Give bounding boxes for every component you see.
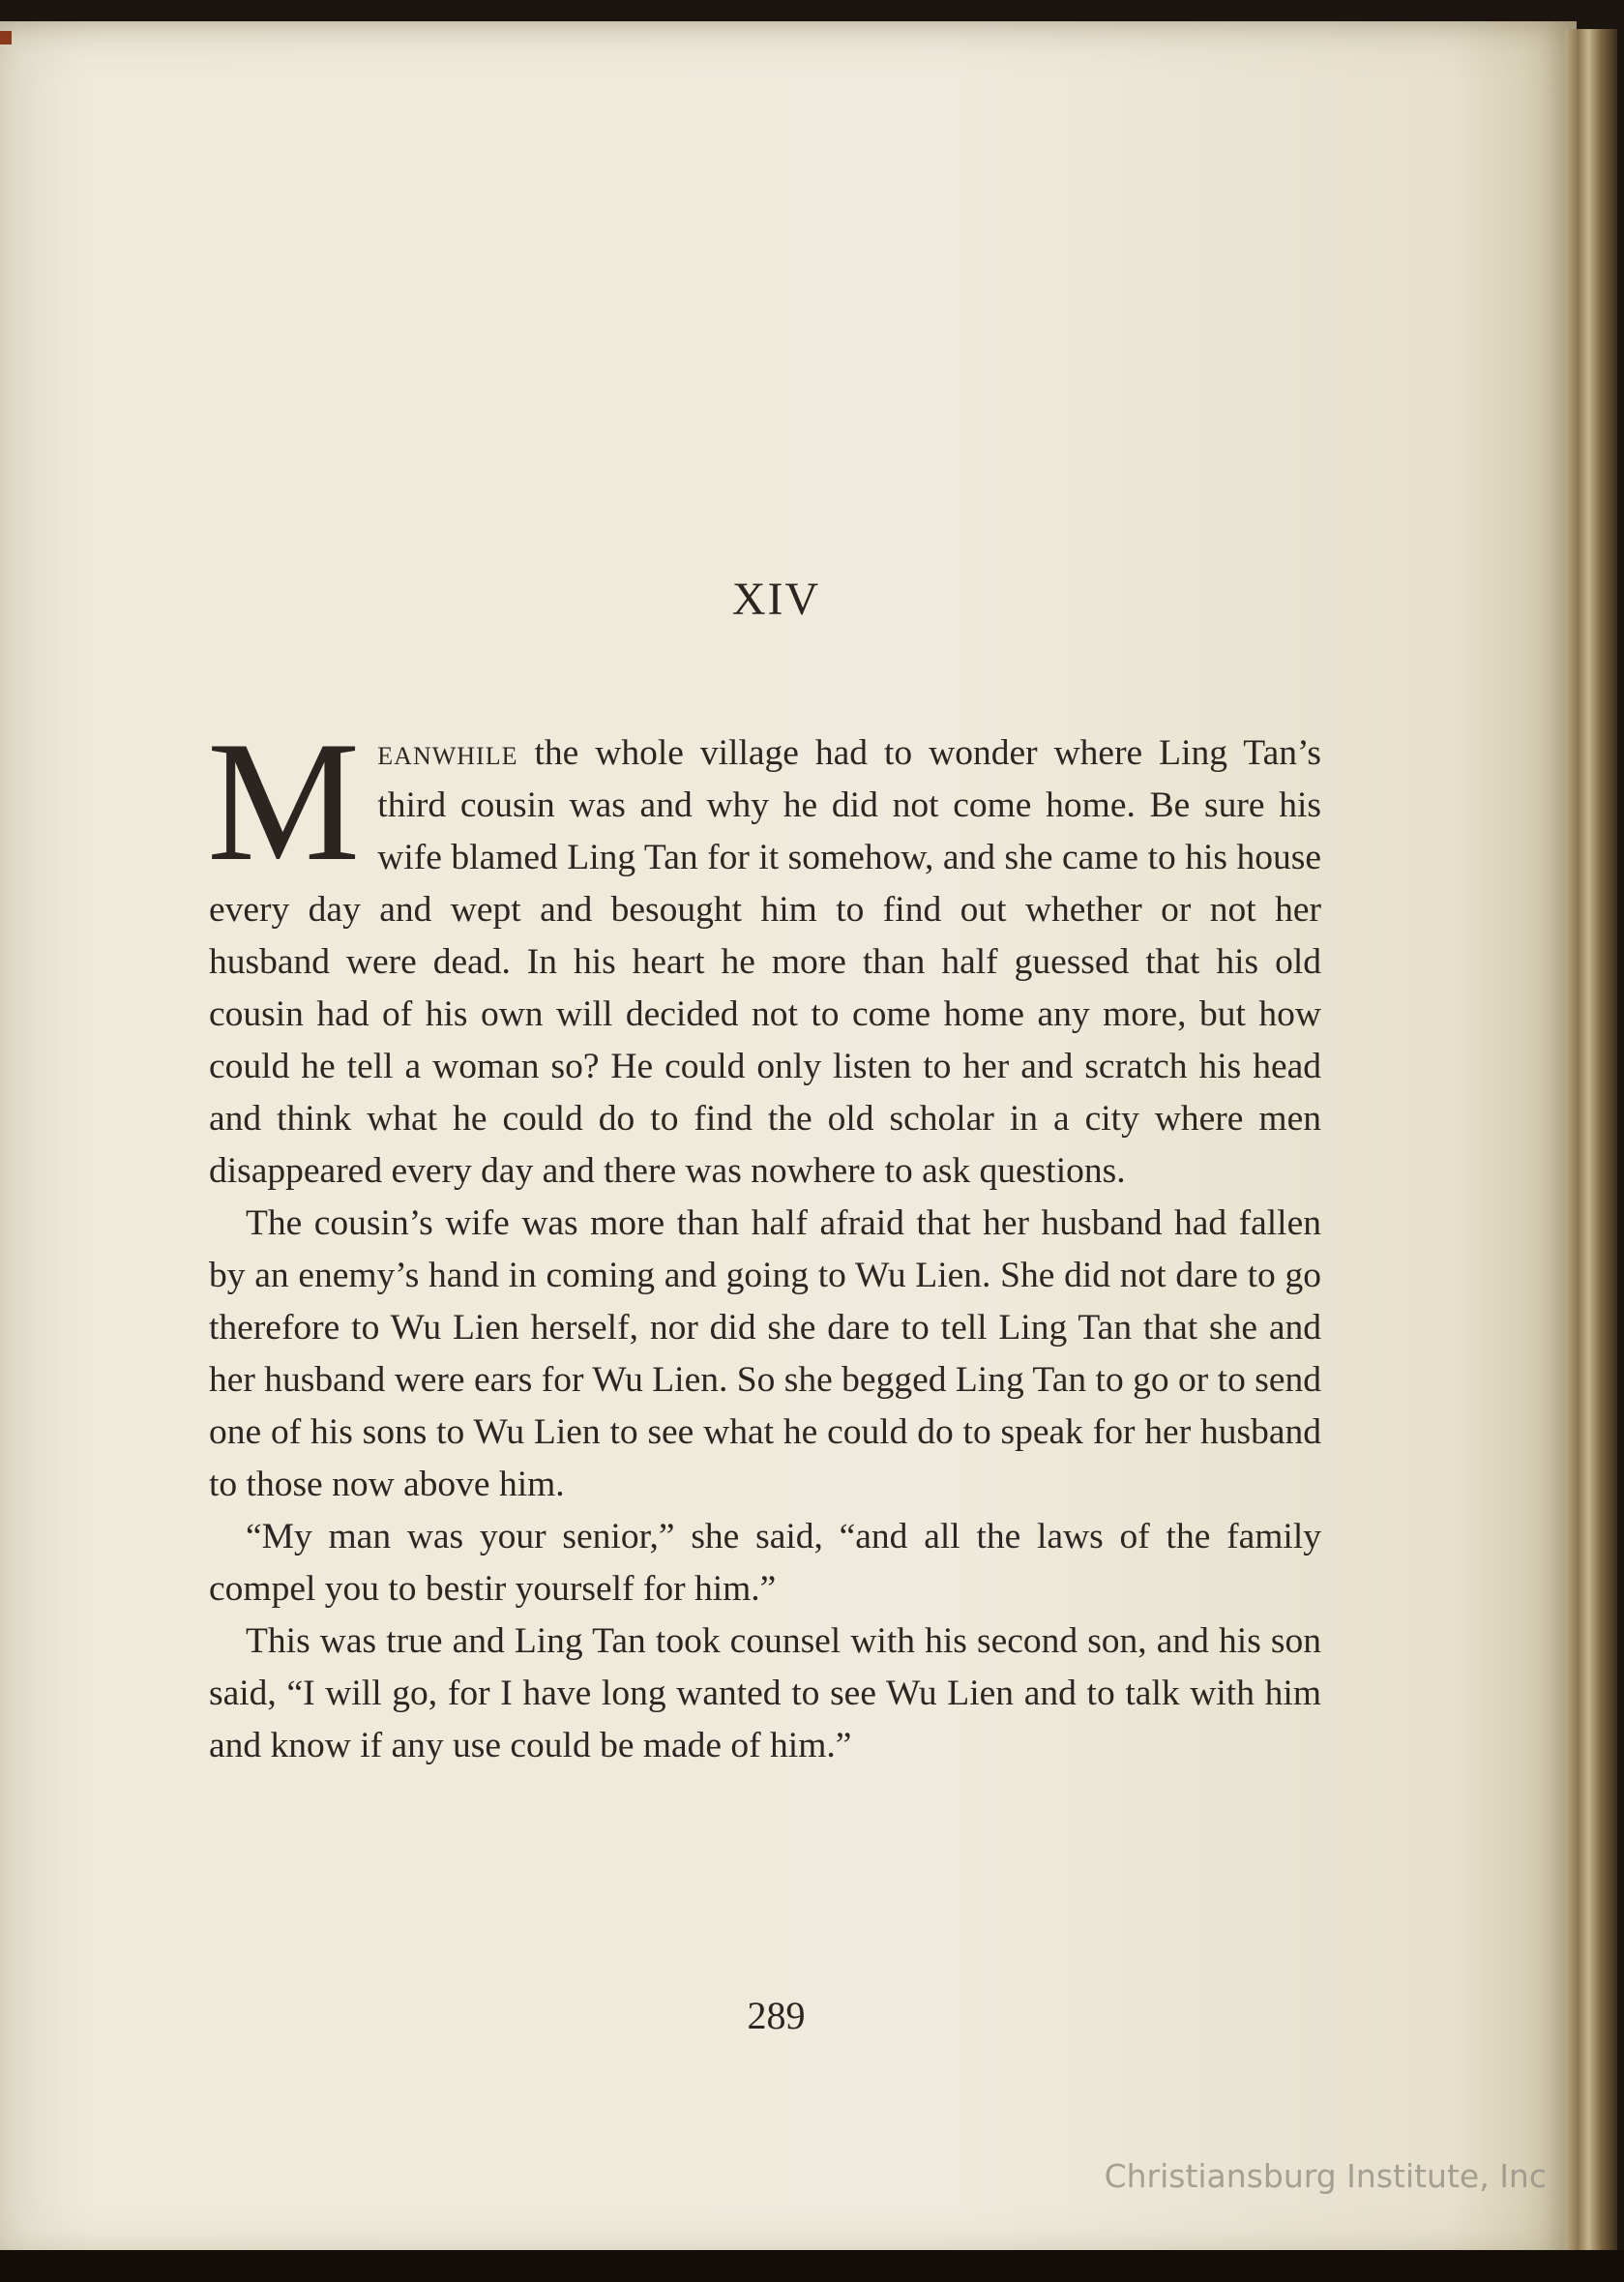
paragraph-3: “My man was your senior,” she said, “and all the laws of the family compel you to bestir yourself for him.”	[209, 1517, 1321, 1609]
chapter-title: XIV	[731, 574, 821, 625]
watermark: Christiansburg Institute, Inc	[1104, 2157, 1547, 2195]
opening-word: eanwhile	[377, 733, 518, 773]
corner-mark	[0, 31, 12, 44]
body-text	[207, 705, 1321, 1772]
paragraph-1-text: the whole village had to wonder where Ling Tan’s third cousin was and why he did not come home. Be sure his wife blamed Ling Tan for it somehow, and she came to his house every day and wept and besought him to find out whether or not her husband were dead. In his heart he more than half guessed that his old cousin had of his own will decided not to come home any more, but how could he tell a woman so? He could only listen to her and scratch his head and think what he could do to find the old scholar in a city where men disappeared every day and there was nowhere to ask questions.	[209, 733, 1321, 1191]
page-edges	[1565, 29, 1617, 2254]
page-number: 289	[747, 1994, 806, 2037]
paragraph-1	[207, 705, 1321, 1198]
drop-cap: M	[207, 705, 361, 897]
paragraph-4: This was true and Ling Tan took counsel with his second son, and his son said, “I will go, for I have long wanted to see Wu Lien and to talk with him and know if any use could be made of him.”	[209, 1621, 1321, 1765]
bottom-shadow	[0, 2250, 1624, 2282]
paragraph-2: The cousin’s wife was more than half afraid that her husband had fallen by an enemy’s hand in coming and going to Wu Lien. She did not dare to go therefore to Wu Lien herself, nor did she dare to tell Ling Tan that she and her husband were ears for Wu Lien. So she begged Ling Tan to go or to send one of his sons to Wu Lien to see what he could do to speak for her husband to those now above him.	[209, 1203, 1321, 1504]
